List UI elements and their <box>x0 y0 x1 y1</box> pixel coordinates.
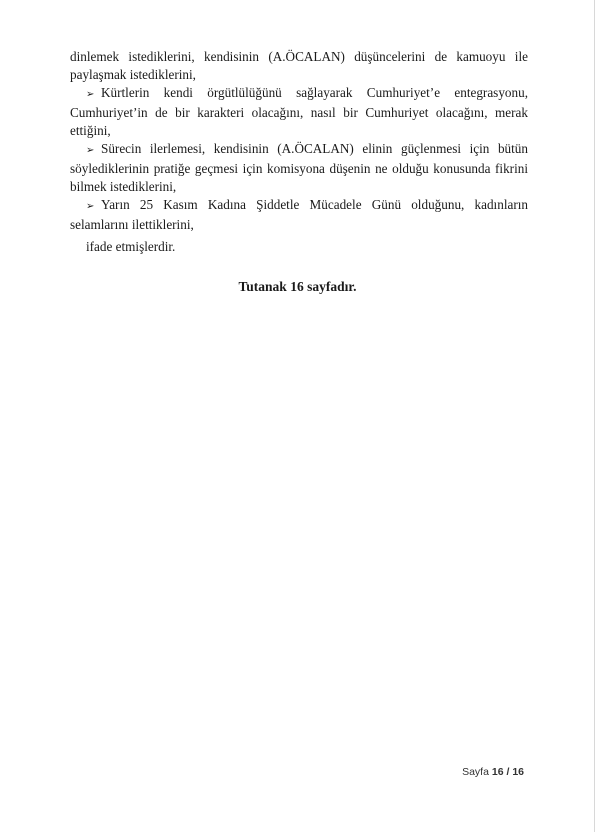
record-summary: Tutanak 16 sayfadır. <box>238 279 357 294</box>
page-label: Sayfa <box>462 766 489 778</box>
right-arrowhead-icon: ➢ <box>86 201 95 212</box>
list-item <box>70 140 528 196</box>
current-page-number: 16 <box>491 766 504 778</box>
closing-line: ifade etmişlerdir. <box>86 239 176 254</box>
document-body <box>70 48 528 256</box>
list-item-text: Kürtlerin kendi örgütlülüğünü sağlayarak Cumhuriyet’e entegrasyonu, Cumhuriyet’in de bir karakteri olacağını, nasıl bir Cumhuriyet olacağını, merak ettiğini, <box>70 85 528 138</box>
page-separator: / <box>506 766 510 778</box>
list-item <box>70 84 528 140</box>
intro-paragraph: dinlemek istediklerini, kendisinin (A.ÖCALAN) düşüncelerini de kamuoyu ile paylaşmak istediklerini, <box>70 49 528 82</box>
right-arrowhead-icon: ➢ <box>86 145 95 156</box>
list-item <box>70 196 528 234</box>
total-pages-number: 16 <box>512 766 524 778</box>
right-arrowhead-icon: ➢ <box>86 89 95 100</box>
page-number-footer <box>462 766 524 778</box>
list-item-text: Yarın 25 Kasım Kadına Şiddetle Mücadele Günü olduğunu, kadınların selamlarını ilettiklerini, <box>70 197 528 232</box>
list-item-text: Sürecin ilerlemesi, kendisinin (A.ÖCALAN) elinin güçlenmesi için bütün söylediklerinin pratiğe geçmesi için komisyona düşenin ne olduğu konusunda fikrini bilmek istediklerini, <box>70 141 528 194</box>
